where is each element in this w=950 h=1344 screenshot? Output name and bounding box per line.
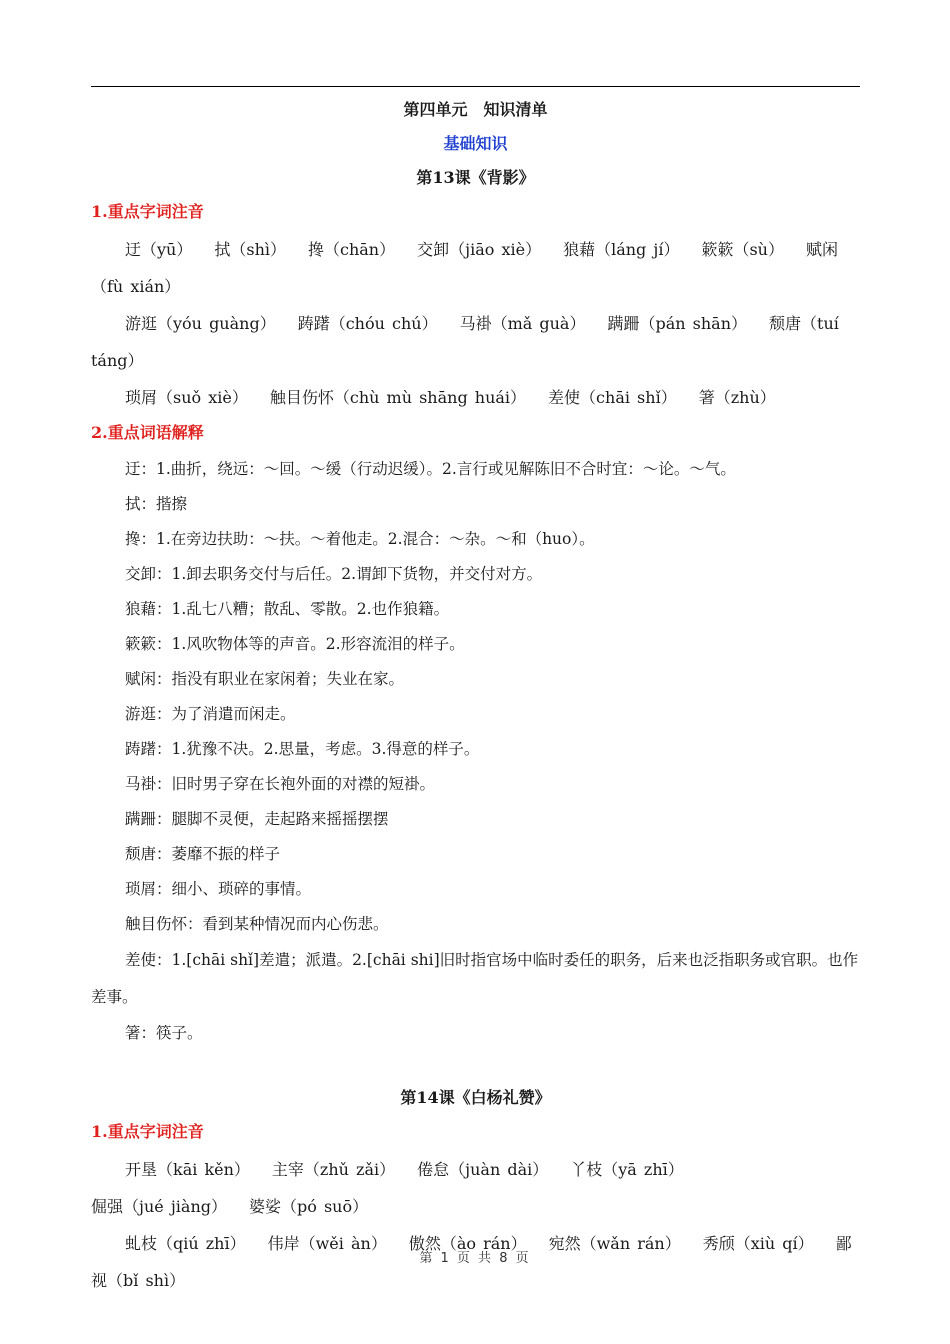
pron-item: 虬枝（qiú zhī） (125, 1234, 246, 1253)
pron-item: 狼藉（láng jí） (563, 240, 680, 259)
lesson-13-pronunciation-heading: 1.重点字词注音 (91, 202, 204, 221)
pron-item: 傲然（ào rán） (408, 1234, 527, 1253)
pron-item: 触目伤怀（chù mù shāng huái） (269, 388, 527, 407)
definition-item: 琐屑：细小、琐碎的事情。 (125, 880, 312, 898)
definition-item: 马褂：旧时男子穿在长袍外面的对襟的短褂。 (125, 775, 436, 793)
pron-item: 蹒跚（pán shān） (607, 314, 748, 333)
pron-item: 倦怠（juàn dài） (417, 1160, 549, 1179)
lesson-14-pronunciation-heading: 1.重点字词注音 (91, 1122, 204, 1141)
pron-item: 交卸（jiāo xiè） (417, 240, 542, 259)
pron-item: 秀颀（xiù qí） (702, 1234, 814, 1253)
definition-item: 蹒跚：腿脚不灵便，走起路来摇摇摆摆 (125, 810, 389, 828)
lesson-14-pron-line-1 (91, 1151, 860, 1225)
pron-item: 伟岸（wěi àn） (267, 1234, 387, 1253)
lesson-13-title: 第13课《背影》 (416, 168, 535, 187)
definition-item-chaishi: 差使：1.[chāi shǐ]差遣；派遣。2.[chāi shi]旧时指官场中临时委任的职务，后来也泛指职务或官职。也作差事。 (91, 951, 859, 1006)
pron-item: 踌躇（chóu chú） (297, 314, 438, 333)
section-subtitle: 基础知识 (443, 134, 508, 153)
pron-item: 马褂（mǎ guà） (459, 314, 586, 333)
header-rule (91, 86, 860, 87)
definition-item: 迂：1.曲折，绕远：～回。～缓（行动迟缓）。2.言行或见解陈旧不合时宜：～论。～气。 (125, 460, 736, 478)
definition-item: 簌簌：1.风吹物体等的声音。2.形容流泪的样子。 (125, 635, 465, 653)
pron-item: 丫枝（yā zhī） (570, 1160, 684, 1179)
definition-item: 颓唐：萎靡不振的样子 (125, 845, 281, 863)
pron-item: 箸（zhù） (698, 388, 776, 407)
pron-item: 开垦（kāi kěn） (125, 1160, 250, 1179)
unit-title: 第四单元 知识清单 (403, 100, 548, 119)
pron-item: 簌簌（sù） (701, 240, 784, 259)
definition-item: 触目伤怀：看到某种情况而内心伤悲。 (125, 915, 389, 933)
pron-item: 拭（shì） (214, 240, 286, 259)
definition-item: 踌躇：1.犹豫不决。2.思量，考虑。3.得意的样子。 (125, 740, 480, 758)
pron-item: 赋闲（fù xián） (91, 240, 838, 296)
definition-item: 搀：1.在旁边扶助：～扶。～着他走。2.混合：～杂。～和（huo）。 (125, 530, 595, 548)
lesson-14-title: 第14课《白杨礼赞》 (400, 1088, 551, 1107)
definition-item: 拭：揩擦 (125, 495, 188, 513)
pron-item: 搀（chān） (308, 240, 396, 259)
pron-item: 倔强（jué jiàng） (91, 1197, 227, 1216)
document-page (91, 86, 860, 1299)
definition-item: 赋闲：指没有职业在家闲着；失业在家。 (125, 670, 405, 688)
definition-item-zhu: 箸：筷子。 (125, 1024, 203, 1042)
pron-item: 琐屑（suǒ xiè） (125, 388, 248, 407)
pron-item: 鄙视（bǐ shì） (91, 1234, 852, 1290)
pron-item: 迂（yū） (125, 240, 193, 259)
pron-item: 颓唐（tuí táng） (91, 314, 839, 370)
lesson-13-definition-heading: 2.重点词语解释 (91, 423, 204, 442)
lesson-13-pron-line-2 (91, 305, 860, 379)
page-footer: 第 1 页 共 8 页 (419, 1251, 531, 1266)
pron-item: 游逛（yóu guàng） (125, 314, 276, 333)
definition-item: 狼藉：1.乱七八糟；散乱、零散。2.也作狼籍。 (125, 600, 450, 618)
pron-item: 婆娑（pó suō） (249, 1197, 369, 1216)
lesson-13-pron-line-3 (91, 379, 860, 416)
definition-item: 游逛：为了消遣而闲走。 (125, 705, 296, 723)
pron-item: 主宰（zhǔ zǎi） (271, 1160, 396, 1179)
definition-item: 交卸：1.卸去职务交付与后任。2.谓卸下货物，并交付对方。 (125, 565, 543, 583)
lesson-13-pron-line-1 (91, 231, 860, 305)
pron-item: 宛然（wǎn rán） (548, 1234, 681, 1253)
pron-item: 差使（chāi shǐ） (548, 388, 677, 407)
